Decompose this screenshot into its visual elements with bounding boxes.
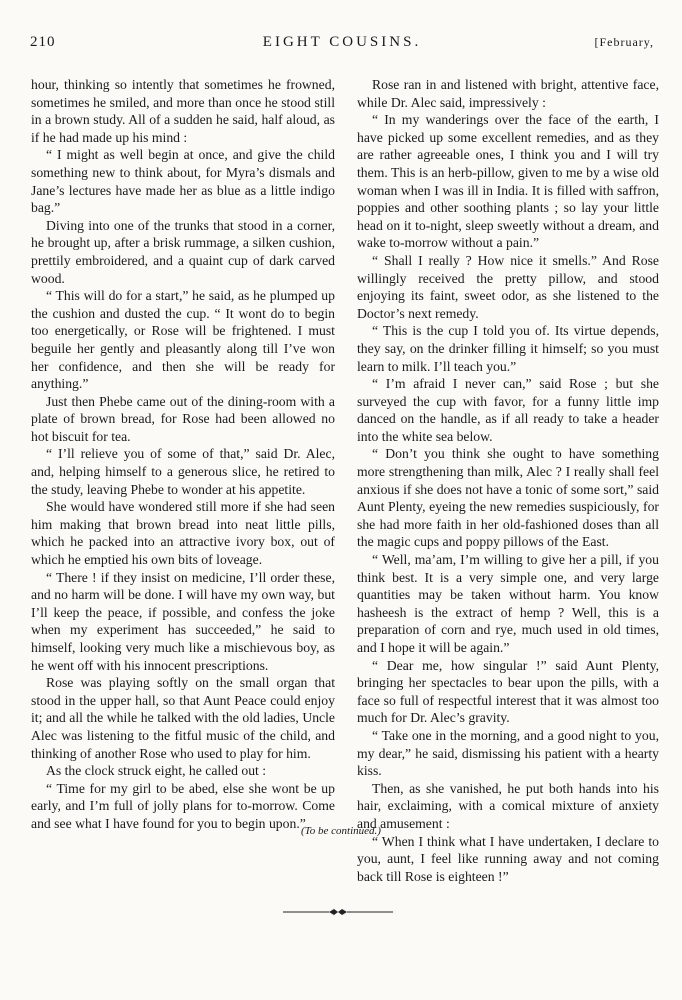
page-header bbox=[30, 34, 654, 58]
paragraph: “ There ! if they insist on medicine, I’ll order these, and no harm will be done. I will have my own way, but I’ll keep the peace, if possible, and confess the joke when my experiment has succeeded,” he said to himself, looking very much like a mischievous boy, as he went off with his innocent prescriptions. bbox=[31, 569, 335, 673]
running-title: EIGHT COUSINS. bbox=[262, 34, 422, 50]
paragraph: “ In my wanderings over the face of the earth, I have picked up some excellent remedies, and as they are rather agreeable ones, I think you and I will try them. This is an herb-pillow, given to me by a wise old woman when I was ill in India. It is filled with saffron, poppies and other soothing plants ; so lay your little head on it to-night, sleep sweetly without a dream, and wake to-morrow without a pain.” bbox=[357, 112, 659, 251]
paragraph: Rose was playing softly on the small organ that stood in the upper hall, so that Aunt Peace could enjoy it; and all the while he talked with the old ladies, Uncle Alec was listening to the fitful music of the child, and thinking of another Rose who used to play for him. bbox=[31, 675, 335, 761]
paragraph: “ This is the cup I told you of. Its virtue depends, they say, on the drinker filling it himself; so you must learn to milk. I’ll teach you.” bbox=[357, 323, 659, 374]
paragraph: “ I’m afraid I never can,” said Rose ; but she surveyed the cup with favor, for a funny little imp danced on the handle, as if all ready to take a header into the white sea below. bbox=[357, 376, 659, 444]
left-column bbox=[31, 76, 335, 833]
end-ornament-icon bbox=[283, 907, 393, 917]
paragraph: Rose ran in and listened with bright, attentive face, while Dr. Alec said, impressively : bbox=[357, 77, 659, 110]
paragraph: “ Well, ma’am, I’m willing to give her a pill, if you think best. It is a very simple one, and very large quantities may be taken without harm. You know hasheesh is the extract of hemp ? Well, this is a preparation of corn and rye, much used in old times, and I hope it will be again.” bbox=[357, 552, 659, 655]
right-column bbox=[357, 76, 659, 885]
paragraph: “ I might as well begin at once, and give the child something new to think about, for Myra’s dismals and Jane’s lectures have made her as blue as a little indigo bag.” bbox=[31, 147, 335, 216]
paragraph: “ Don’t you think she ought to have something more strengthening than milk, Alec ? I really shall feel anxious if she does not have a tonic of some sort,” said Aunt Plenty, eyeing the new remedies suspiciously, for she had more faith in her old-fashioned doses than all the magic cups and poppy pillows of the East. bbox=[357, 446, 659, 550]
paragraph: “ This will do for a start,” he said, as he plumped up the cushion and dusted the cup. “ It wont do to begin too energetically, or Rose will be frightened. I must beguile her gently and pleasantly along till I’ve won her confidence, and then she will be ready for anything.” bbox=[31, 288, 335, 392]
paragraph: Then, as she vanished, he put both hands into his hair, exclaiming, with a comical mixture of anxiety and amusement : bbox=[357, 780, 659, 831]
paragraph: As the clock struck eight, he called out : bbox=[46, 763, 267, 779]
paragraph: “ Shall I really ? How nice it smells.” And Rose willingly received the pretty pillow, and stood enjoying its faint, sweet odor, as she listened to the Doctor’s next remedy. bbox=[357, 252, 659, 321]
continued-note: (To be continued.) bbox=[301, 825, 381, 837]
paragraph: Diving into one of the trunks that stood in a corner, he brought up, after a brisk rummage, a silken cushion, prettily embroidered, and a quaint cup of dark carved wood. bbox=[31, 217, 335, 286]
paragraph: “ When I think what I have undertaken, I declare to you, aunt, I feel like running away and not coming back till Rose is eighteen !” bbox=[357, 833, 659, 884]
paragraph: “ Take one in the morning, and a good night to you, my dear,” he said, dismissing his patient with a hearty kiss. bbox=[357, 727, 659, 779]
paragraph: Just then Phebe came out of the dining-room with a plate of brown bread, for Rose had been allowed no hot biscuit for tea. bbox=[31, 393, 335, 444]
page-number: 210 bbox=[30, 34, 56, 50]
paragraph: She would have wondered still more if she had seen him making that brown bread into neat little pills, which he packed into an attractive ivory box, out of which he emptied his own bits of loveage. bbox=[31, 499, 335, 568]
paragraph: “ I’ll relieve you of some of that,” said Dr. Alec, and, helping himself to a generous slice, he retired to the study, leaving Phebe to wonder at his appetite. bbox=[31, 446, 335, 497]
running-month: [February, bbox=[594, 35, 654, 49]
paragraph: “ Time for my girl to be abed, else she wont be up early, and I’m full of jolly plans for to-morrow. Come and see what I have found for you to begin upon.” bbox=[31, 780, 335, 831]
paragraph: “ Dear me, how singular !” said Aunt Plenty, bringing her spectacles to bear upon the pills, with a face so full of respectful interest that it was almost too much for Dr. Alec’s gravity. bbox=[357, 657, 659, 726]
paragraph: hour, thinking so intently that sometimes he frowned, sometimes he smiled, and more than once he stood still in a brown study. All of a sudden he said, half aloud, as if he had made up his mind : bbox=[31, 77, 335, 145]
